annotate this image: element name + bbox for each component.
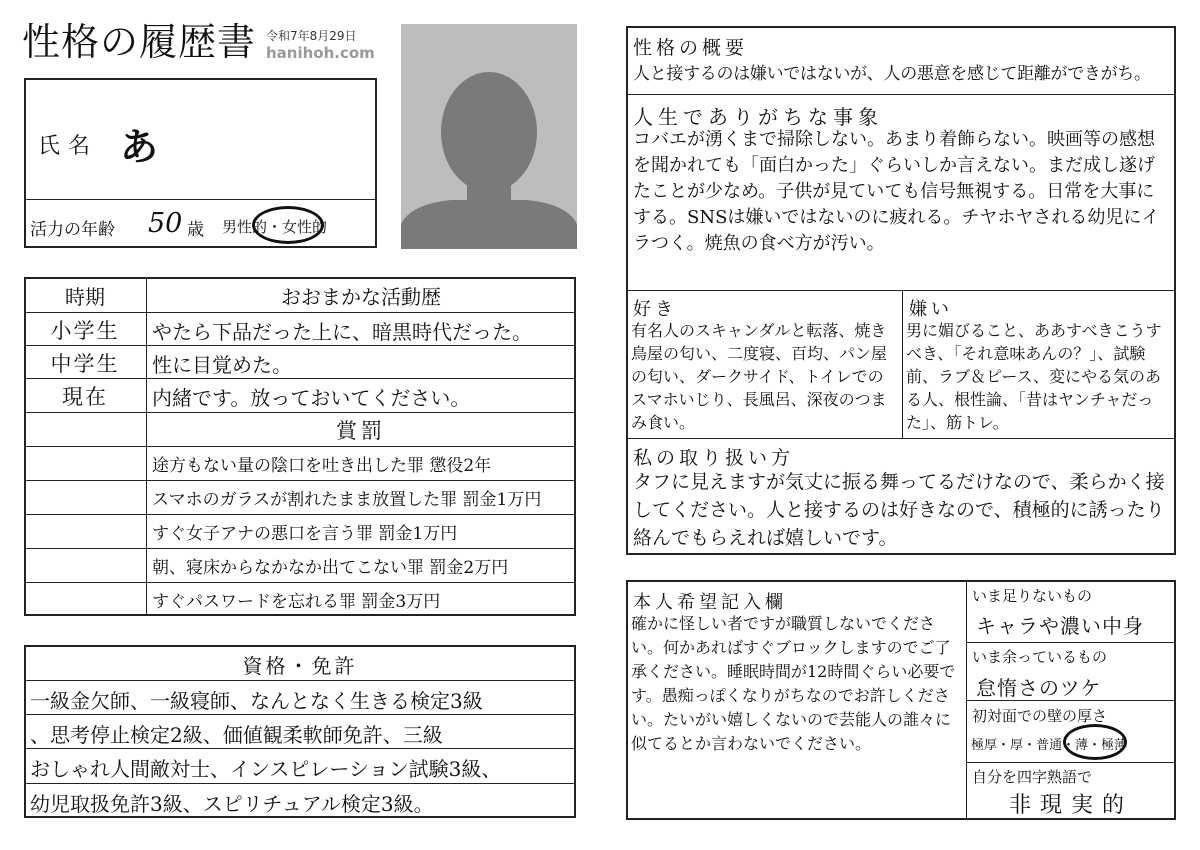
likes-title: 好き [633,299,677,320]
life-events-text: コバエが湧くまで掃除しない。あまり着飾らない。映画等の感想を聞かれても「面白かった」ぐらいしか言えない。まだ成し遂げたことが少なめ。子供が見ていても信号無視する。日常を大事にする。SNSは嫌いではないのに疲れる。チヤホヤされる幼児にイラつく。焼魚の食べ方が汚い。 [633,129,1160,254]
award-item: スマホのガラスが割れたまま放置した罪 罰金1万円 [152,490,542,510]
overview-title: 性格の概要 [633,37,749,59]
site-url: hanihoh.com [266,44,375,62]
name-value: あ [120,124,159,169]
lacking-value: キャラや濃い中身 [976,614,1144,638]
gender-options: 男性的・女性的 [222,218,328,236]
dislikes-title: 嫌い [909,299,953,320]
life-events-title: 人生でありがちな事象 [633,105,883,129]
license-line: 幼児取扱免許3級、スピリチュアル検定3級。 [30,792,434,816]
age-unit: 歳 [187,220,204,240]
award-item: 朝、寝床からなかなか出てこない罪 罰金2万円 [152,558,509,578]
wall-options: 極厚・厚・普通・薄・極薄 [971,738,1128,753]
lacking-label: いま足りないもの [972,587,1093,605]
award-item: 途方もない量の陰口を吐き出した罪 懲役2年 [152,456,492,476]
wishes-title: 本人希望記入欄 [633,592,787,613]
license-line: 、思考停止検定2級、価値観柔軟師免許、三級 [30,723,443,747]
history-period: 現在 [62,385,108,409]
licenses-title: 資格・免許 [242,654,358,678]
surplus-value: 怠惰さのツケ [976,676,1102,700]
history-period: 小学生 [50,319,120,343]
gender-selection-circle [252,206,324,244]
history-period: 中学生 [50,352,120,376]
col-header-activity: おおまかな活動歴 [281,285,441,309]
idiom-value: 非現実的 [1008,793,1133,818]
license-line: 一級金欠師、一級寝師、なんとなく生きる検定3級 [30,689,483,713]
handling-text: タフに見えますが気丈に振る舞ってるだけなので、柔らかく接してください。人と接するのは好きなので、積極的に誘ったり絡んでもらえれば嬉しいです。 [633,471,1165,549]
handling-title: 私の取り扱い方 [633,447,795,469]
award-item: すぐパスワードを忘れる罪 罰金3万円 [152,592,441,612]
avatar-silhouette-icon [401,24,577,249]
history-activity: 内緒です。放っておいてください。 [152,386,471,410]
profile-photo-placeholder [401,24,577,249]
vitality-age: 50 [148,208,183,239]
page-title: 性格の履歴書 [22,20,257,64]
surplus-label: いま余っているもの [972,648,1108,666]
award-item: すぐ女子アナの悪口を言う罪 罰金1万円 [152,524,458,544]
history-activity: 性に目覚めた。 [152,353,292,377]
history-activity: やたら下品だった上に、暗黒時代だった。 [152,320,532,344]
likes-text: 有名人のスキャンダルと転落、焼き鳥屋の匂い、二度寝、百均、パン屋の匂い、ダークサイド、トイレでのスマホいじり、長風呂、深夜のつまみ食い。 [631,321,888,432]
idiom-label: 自分を四字熟語で [972,768,1093,786]
license-line: おしゃれ人間敵対士、インスピレーション試験3級、 [30,757,502,781]
dislikes-text: 男に媚びること、ああすべきこうすべき、「それ意味あんの？」、試験前、ラブ＆ピース、変にやる気のある人、根性論、「昔はヤンチャだった」、筋トレ。 [906,321,1162,432]
wishes-text: 確かに怪しい者ですが職質しないでください。何かあればすぐブロックしますのでご了承ください。睡眠時間が12時間ぐらい必要です。愚痴っぽくなりがちなのでお許しください。たいがい嬉しくないので芸能人の誰々に似てるとか言わないでください。 [631,614,956,753]
overview-text: 人と接するのは嫌いではないが、人の悪意を感じて距離ができがち。 [633,64,1151,84]
wall-selection-circle [1063,724,1127,760]
wall-label: 初対面での壁の厚さ [972,707,1108,725]
awards-title: 賞罰 [336,419,386,443]
date-text: 令和7年8月29日 [266,29,357,43]
name-label: 氏名 [38,134,99,159]
vitality-label: 活力の年齢 [30,220,115,240]
col-header-period: 時期 [65,285,105,309]
